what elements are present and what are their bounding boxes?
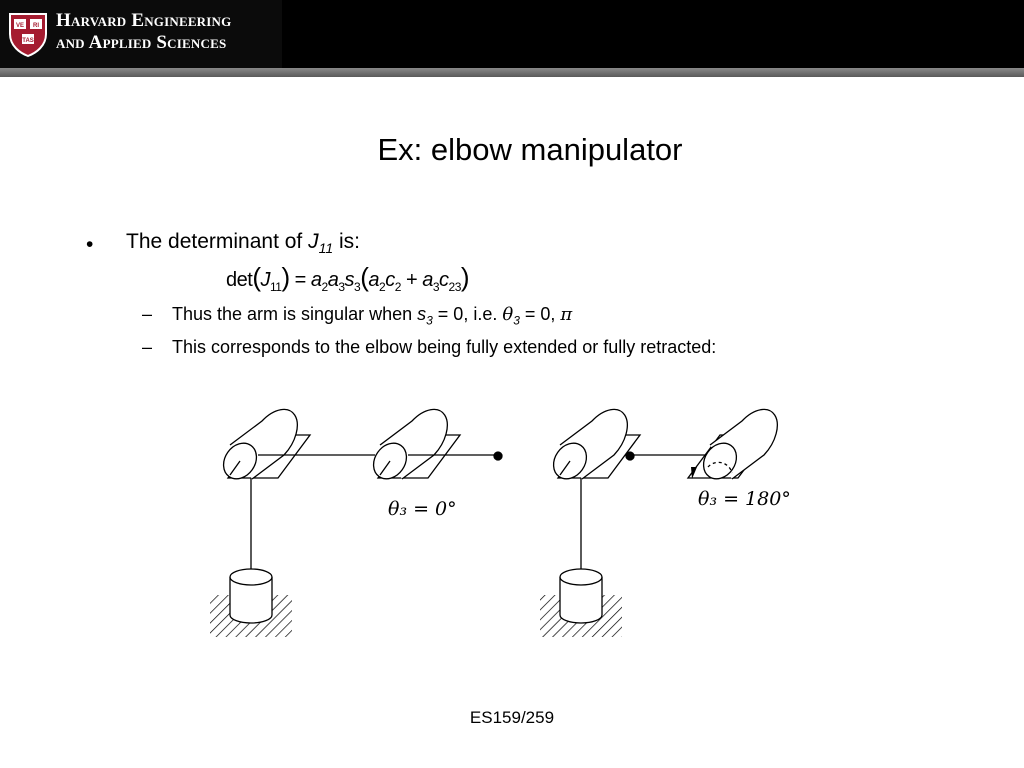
slide-title: Ex: elbow manipulator: [377, 132, 683, 167]
harvard-shield-icon: [8, 12, 48, 58]
footer-course-code: ES159/259: [469, 708, 555, 727]
bullet-mark: •: [86, 233, 94, 256]
svg-text:RI: RI: [33, 23, 39, 29]
brand-name-line2: and Applied Sciences: [56, 32, 227, 53]
sub-bullet-dash: –: [142, 337, 153, 357]
sub-bullet-dash: –: [142, 304, 153, 324]
sub-bullet-singular: Thus the arm is singular when $s_3 = 0$, i.e. $\theta_3 = 0$, π: [172, 304, 573, 328]
arm-extended: [210, 409, 502, 637]
arm-retracted: [540, 409, 777, 637]
theta-180-label: θ₃ = 180°: [698, 488, 791, 510]
brand-name-line1: Harvard Engineering: [56, 10, 232, 31]
header-divider: [0, 68, 1024, 77]
elbow-manipulator-diagram: [200, 405, 820, 645]
theta-zero-label: θ₃ = 0°: [388, 498, 457, 520]
svg-text:TAS: TAS: [22, 38, 34, 44]
brand-block: [0, 0, 282, 68]
header-bar: [0, 0, 1024, 68]
sub-bullet-elbow: This corresponds to the elbow being fully extended or fully retracted:: [172, 337, 717, 357]
svg-text:VE: VE: [15, 23, 25, 29]
bullet-determinant: The determinant of $J_{11}$ is:: [126, 230, 360, 257]
determinant-formula: $\det(J_{11}) = a_2a_3s_3(a_2c_2 + a_3c_{23})$: [226, 262, 470, 294]
